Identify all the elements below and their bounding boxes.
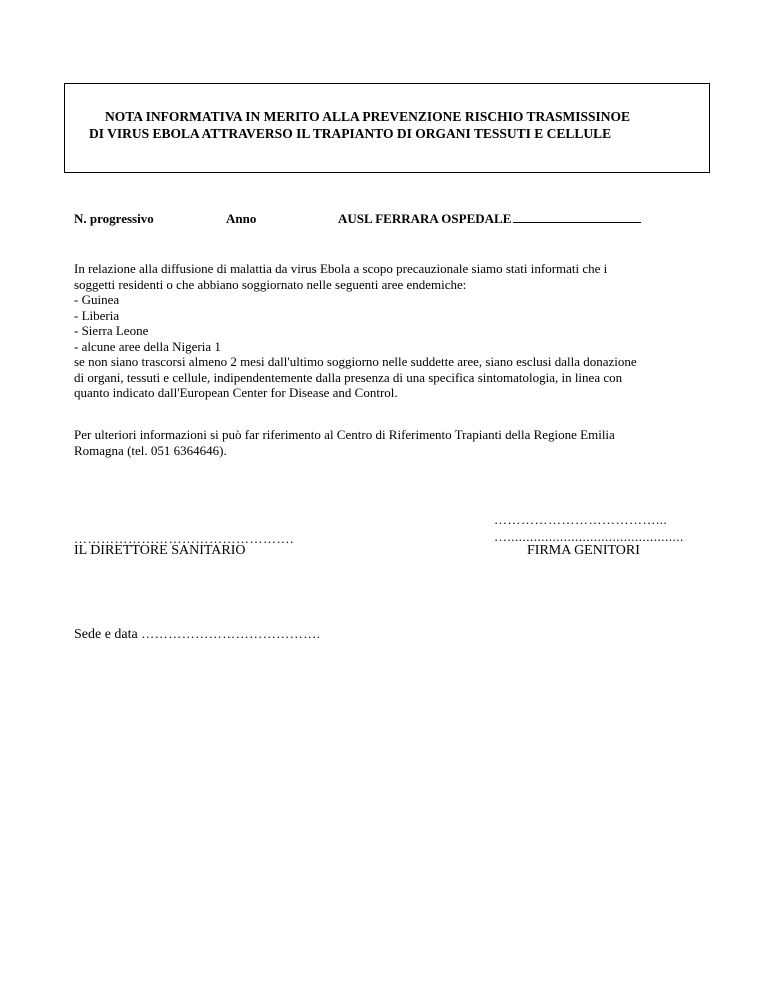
title-line-2: DI VIRUS EBOLA ATTRAVERSO IL TRAPIANTO DI ORGANI TESSUTI E CELLULE bbox=[89, 126, 612, 141]
exclusion-line-2: di organi, tessuti e cellule, indipendentemente dalla presenza di una specifica sintomatologia, in linea con bbox=[74, 369, 623, 385]
info-line-2: Romagna (tel. 051 6364646). bbox=[74, 442, 227, 458]
intro-line-2: soggetti residenti o che abbiano soggiornato nelle seguenti aree endemiche: bbox=[74, 276, 467, 292]
director-label: IL DIRETTORE SANITARIO bbox=[74, 543, 246, 558]
title-box bbox=[64, 83, 710, 173]
list-item: - alcune aree della Nigeria 1 bbox=[74, 338, 221, 354]
director-signature-line[interactable]: …………………………………………. bbox=[74, 531, 294, 546]
place-date-line[interactable]: …………………………………. bbox=[141, 626, 321, 641]
intro-paragraph bbox=[74, 261, 694, 401]
parents-signature-line-1[interactable]: ………………………………... bbox=[494, 512, 668, 527]
hospital-blank-line[interactable] bbox=[513, 211, 641, 223]
exclusion-line-3: quanto indicato dall'European Center for Disease and Control. bbox=[74, 385, 398, 400]
parents-signature-line-2[interactable]: …............................................... bbox=[494, 529, 684, 544]
info-paragraph bbox=[74, 427, 694, 458]
parents-label: FIRMA GENITORI bbox=[527, 543, 640, 558]
year-label: Anno bbox=[226, 211, 257, 226]
info-line-1: Per ulteriori informazioni si può far riferimento al Centro di Riferimento Trapianti della Regione Emilia bbox=[74, 427, 615, 442]
exclusion-line-1: se non siano trascorsi almeno 2 mesi dall'ultimo soggiorno nelle suddette aree, siano esclusi dalla donazione bbox=[74, 354, 637, 369]
title-line-1: NOTA INFORMATIVA IN MERITO ALLA PREVENZIONE RISCHIO TRASMISSINOE bbox=[105, 109, 630, 124]
list-item: - Sierra Leone bbox=[74, 323, 149, 338]
list-item: - Liberia bbox=[74, 307, 120, 323]
hospital-label: AUSL FERRARA OSPEDALE bbox=[338, 211, 512, 226]
intro-line-1: In relazione alla diffusione di malattia da virus Ebola a scopo precauzionale siamo stati informati che i bbox=[74, 261, 608, 276]
place-date-field bbox=[74, 626, 321, 643]
place-date-label: Sede e data bbox=[74, 627, 138, 642]
hospital-field bbox=[338, 211, 641, 227]
list-item: - Guinea bbox=[74, 292, 120, 307]
progressive-number-label: N. progressivo bbox=[74, 211, 154, 226]
